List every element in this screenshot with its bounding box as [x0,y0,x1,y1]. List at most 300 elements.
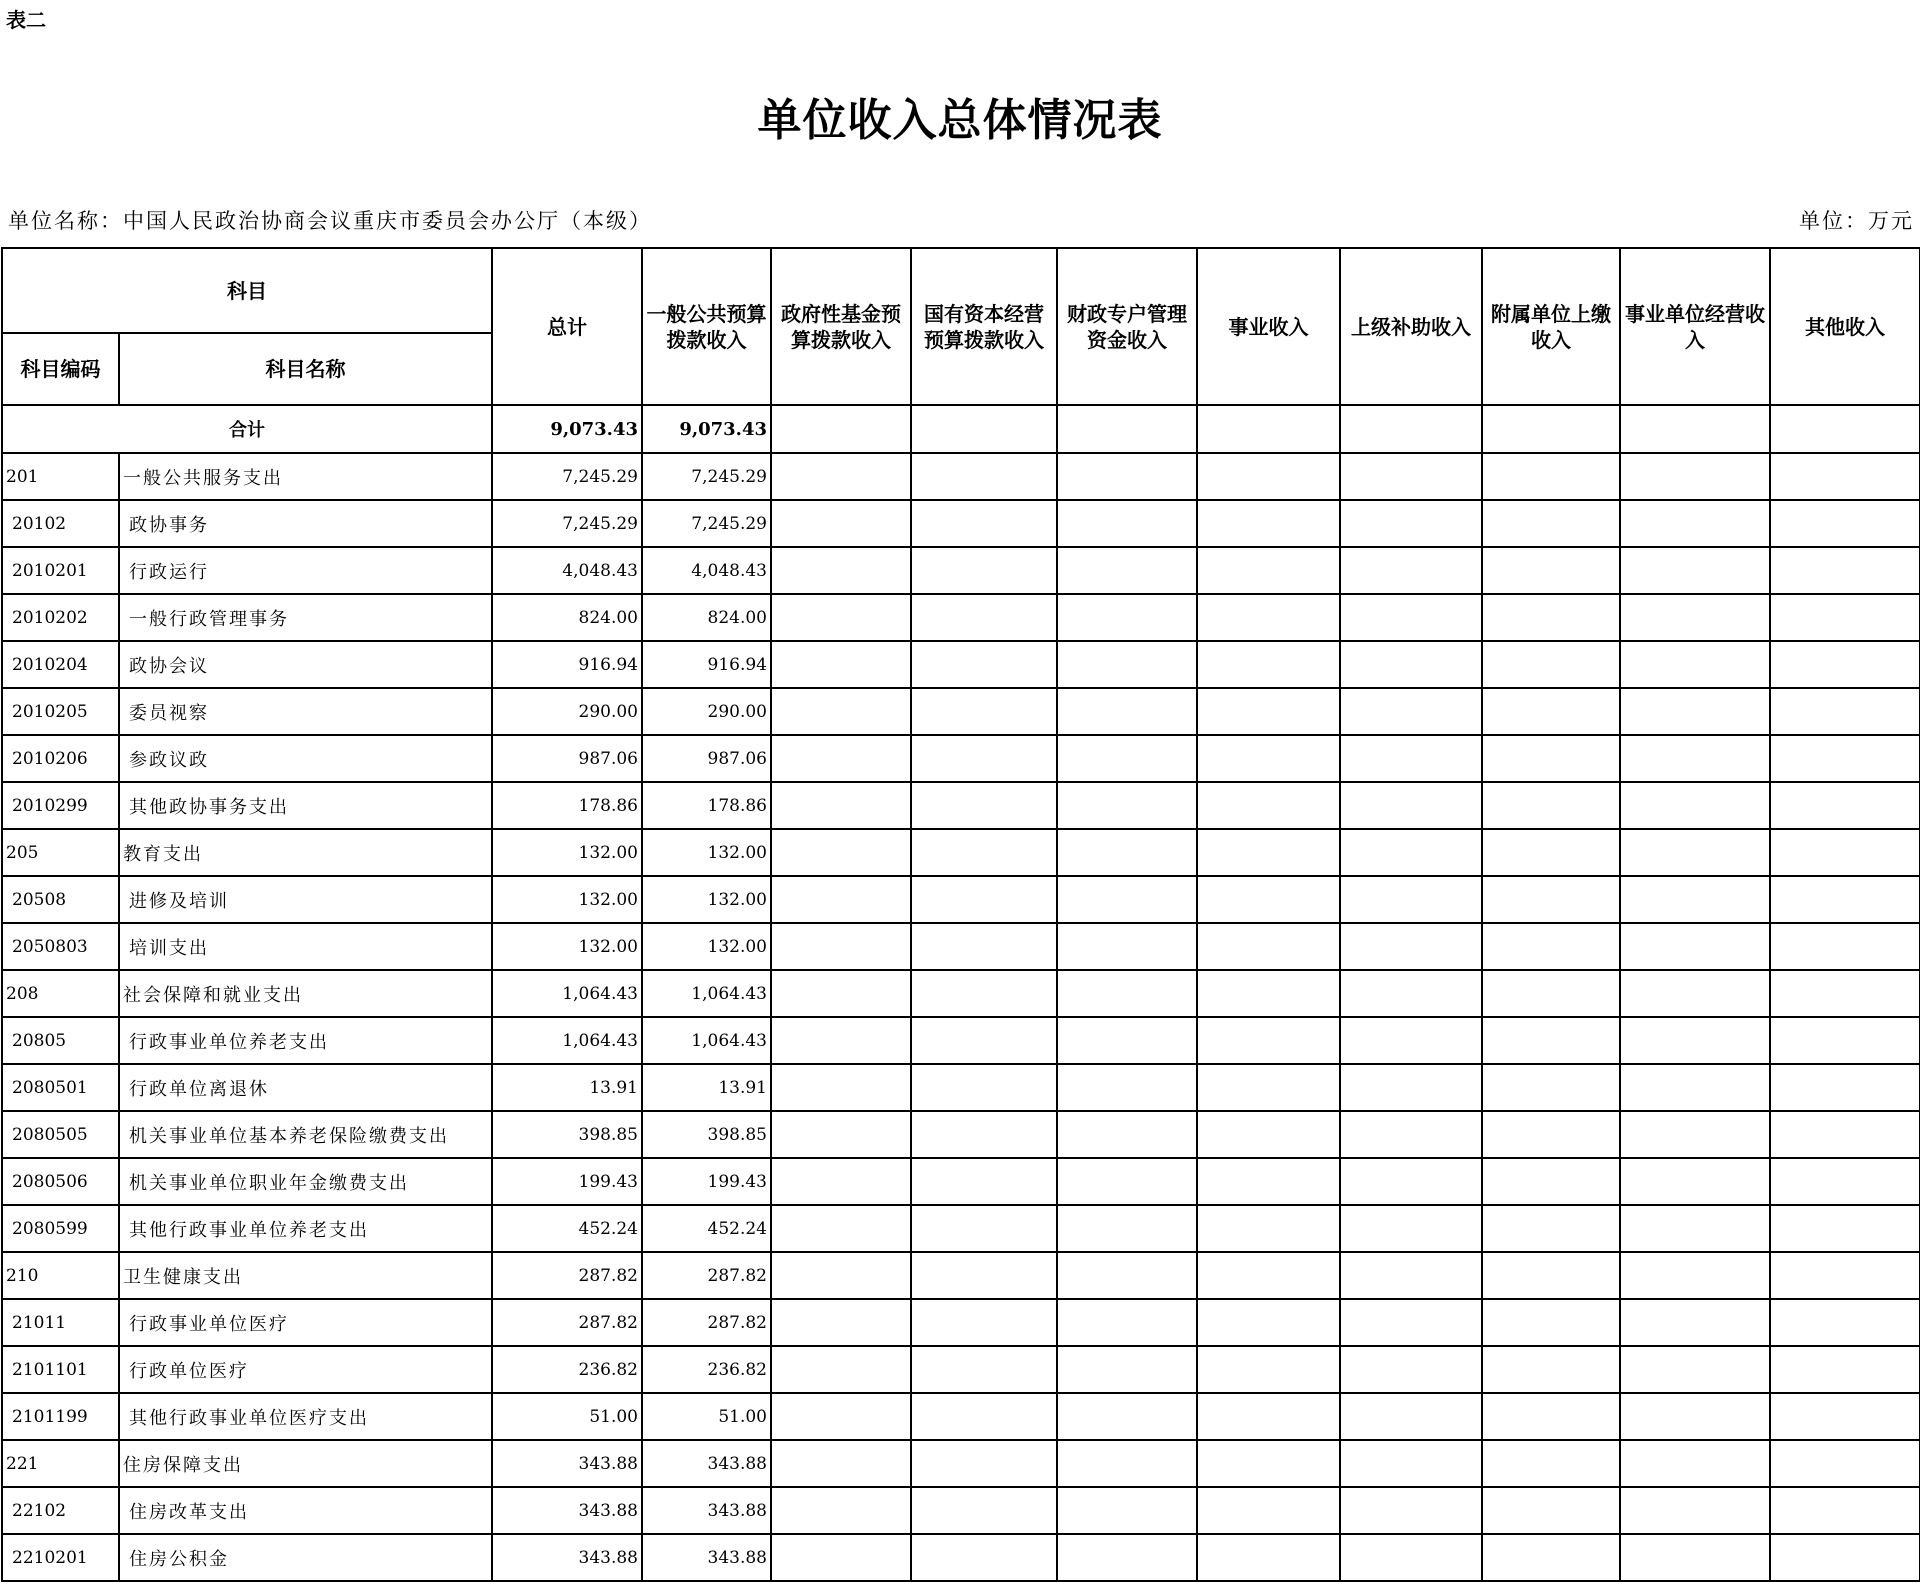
empty-cell [771,405,911,453]
subject-name-text: 行政事业单位养老支出 [129,1031,329,1053]
empty-cell [771,688,911,735]
empty-cell [771,594,911,641]
empty-cell [1620,405,1770,453]
subject-name-text: 行政事业单位医疗 [129,1313,289,1335]
page-title: 单位收入总体情况表 [757,95,1163,146]
empty-cell [1770,1346,1920,1393]
amount-general-budget: 1,064.43 [642,1017,771,1064]
table-row [2,1346,1920,1393]
table-row [2,735,1920,782]
subject-code-text: 2010205 [12,701,88,722]
amount-total: 343.88 [492,1487,642,1534]
empty-cell [1482,1299,1620,1346]
empty-cell [1057,1534,1197,1581]
empty-cell [1620,876,1770,923]
subject-code-text: 2010204 [12,654,88,675]
empty-cell [1770,1393,1920,1440]
amount-general-budget: 4,048.43 [642,547,771,594]
empty-cell [1340,500,1482,547]
empty-cell [1340,1534,1482,1581]
empty-cell [771,641,911,688]
subject-name [119,500,492,547]
empty-cell [1057,923,1197,970]
table-row [2,547,1920,594]
empty-cell [1057,782,1197,829]
empty-cell [1770,782,1920,829]
empty-cell [1620,1111,1770,1158]
empty-cell [911,405,1057,453]
amount-general-budget: 199.43 [642,1158,771,1205]
amount-general-budget: 51.00 [642,1393,771,1440]
subject-code [2,1017,119,1064]
table-row [2,453,1920,500]
amount-general-budget: 987.06 [642,735,771,782]
subject-code [2,923,119,970]
subject-name-text: 住房改革支出 [129,1501,249,1523]
empty-cell [1770,829,1920,876]
subject-name [119,735,492,782]
table-row [2,1299,1920,1346]
empty-cell [1197,1346,1340,1393]
subject-name [119,1017,492,1064]
empty-cell [1340,829,1482,876]
amount-general-budget: 132.00 [642,923,771,970]
subject-code [2,876,119,923]
subject-code [2,641,119,688]
empty-cell [1340,1158,1482,1205]
subject-code-text: 20102 [12,513,67,534]
subject-name [119,876,492,923]
empty-cell [1197,1111,1340,1158]
empty-cell [771,923,911,970]
empty-cell [1770,547,1920,594]
table-row [2,594,1920,641]
empty-cell [771,1252,911,1299]
empty-cell [1057,1252,1197,1299]
empty-cell [911,641,1057,688]
empty-cell [1057,641,1197,688]
subject-code-text: 2080506 [12,1171,88,1192]
subject-code [2,1346,119,1393]
empty-cell [1057,1205,1197,1252]
empty-cell [1482,782,1620,829]
empty-cell [1197,970,1340,1017]
empty-cell [1197,829,1340,876]
empty-cell [911,688,1057,735]
empty-cell [1620,1393,1770,1440]
empty-cell [1057,500,1197,547]
amount-total: 199.43 [492,1158,642,1205]
empty-cell [911,923,1057,970]
amount-general-budget: 1,064.43 [642,970,771,1017]
amount-general-budget: 7,245.29 [642,500,771,547]
empty-cell [1482,970,1620,1017]
subject-code [2,1111,119,1158]
subject-code-text: 2010299 [12,795,88,816]
amount-total: 132.00 [492,829,642,876]
empty-cell [1482,405,1620,453]
subject-code [2,1487,119,1534]
subject-name [119,1064,492,1111]
subject-code [2,1205,119,1252]
empty-cell [1770,1440,1920,1487]
amount-total: 287.82 [492,1299,642,1346]
empty-cell [1197,688,1340,735]
total-row [2,405,1920,453]
subject-name-text: 政协会议 [129,655,209,677]
amount-general-budget: 236.82 [642,1346,771,1393]
subject-name-text: 行政运行 [129,561,209,583]
table-row [2,1017,1920,1064]
empty-cell [911,782,1057,829]
subject-name-text: 一般行政管理事务 [129,608,289,630]
empty-cell [1482,1393,1620,1440]
subject-name: 卫生健康支出 [119,1252,492,1299]
subject-code-text: 2101101 [12,1359,88,1380]
empty-cell [771,1534,911,1581]
subject-code [2,1064,119,1111]
header-col-superior-subsidy: 上级补助收入 [1340,248,1482,405]
empty-cell [911,735,1057,782]
table-row [2,1393,1920,1440]
empty-cell [1340,547,1482,594]
empty-cell [1482,641,1620,688]
empty-cell [771,1487,911,1534]
subject-code: 210 [2,1252,119,1299]
subject-code-text: 2080599 [12,1218,88,1239]
subject-name-text: 住房公积金 [129,1548,229,1570]
empty-cell [1620,1487,1770,1534]
empty-cell [1340,641,1482,688]
empty-cell [1482,1346,1620,1393]
empty-cell [1770,405,1920,453]
subject-name-text: 其他行政事业单位养老支出 [129,1219,369,1241]
header-row-1 [2,248,1920,333]
subject-name-text: 行政单位离退休 [129,1078,269,1100]
empty-cell [1197,876,1340,923]
empty-cell [771,782,911,829]
empty-cell [1057,1487,1197,1534]
subject-code-text: 2080505 [12,1124,88,1145]
empty-cell [1620,500,1770,547]
subject-name-text: 政协事务 [129,514,209,536]
empty-cell [1340,1393,1482,1440]
empty-cell [1620,547,1770,594]
empty-cell [1620,970,1770,1017]
empty-cell [1340,1252,1482,1299]
subject-name-text: 参政议政 [129,749,209,771]
empty-cell [1340,594,1482,641]
empty-cell [911,829,1057,876]
subject-code [2,1158,119,1205]
empty-cell [911,1064,1057,1111]
empty-cell [771,1158,911,1205]
empty-cell [911,500,1057,547]
subject-name-text: 机关事业单位基本养老保险缴费支出 [129,1125,449,1147]
empty-cell [1482,1111,1620,1158]
header-subject-name: 科目名称 [119,333,492,405]
subject-code-text: 2210201 [12,1547,88,1568]
subject-name-text: 培训支出 [129,937,209,959]
subject-name [119,1111,492,1158]
empty-cell [1620,829,1770,876]
header-col-operating-income: 事业单位经营收入 [1620,248,1770,405]
table-row [2,970,1920,1017]
header-subject: 科目 [2,248,492,333]
empty-cell [1197,500,1340,547]
subject-code: 201 [2,453,119,500]
empty-cell [1770,500,1920,547]
empty-cell [1620,1346,1770,1393]
amount-general-budget: 178.86 [642,782,771,829]
amount-total: 916.94 [492,641,642,688]
amount-total: 178.86 [492,782,642,829]
subject-code-text: 20805 [12,1030,67,1051]
empty-cell [1197,1017,1340,1064]
subject-name-text: 行政单位医疗 [129,1360,249,1382]
empty-cell [771,1346,911,1393]
empty-cell [1620,1205,1770,1252]
empty-cell [1770,1158,1920,1205]
table-row [2,1158,1920,1205]
amount-general-budget: 287.82 [642,1252,771,1299]
empty-cell [1340,453,1482,500]
empty-cell [911,1017,1057,1064]
empty-cell [1770,1017,1920,1064]
empty-cell [771,1440,911,1487]
empty-cell [1770,594,1920,641]
income-summary-table [1,247,1920,1582]
amount-general-budget: 343.88 [642,1534,771,1581]
empty-cell [1620,1158,1770,1205]
empty-cell [1057,1393,1197,1440]
empty-cell [911,1252,1057,1299]
subject-code [2,500,119,547]
table-row [2,688,1920,735]
amount-total: 987.06 [492,735,642,782]
subject-code: 205 [2,829,119,876]
amount-general-budget: 132.00 [642,829,771,876]
table-row [2,1064,1920,1111]
amount-total: 1,064.43 [492,970,642,1017]
subject-name [119,547,492,594]
empty-cell [1770,641,1920,688]
header-col-general-budget: 一般公共预算拨款收入 [642,248,771,405]
empty-cell [1057,1158,1197,1205]
empty-cell [911,1299,1057,1346]
subject-name [119,782,492,829]
empty-cell [1057,405,1197,453]
empty-cell [1770,453,1920,500]
empty-cell [1340,1487,1482,1534]
empty-cell [1620,1440,1770,1487]
empty-cell [1197,405,1340,453]
empty-cell [911,547,1057,594]
empty-cell [1482,829,1620,876]
empty-cell [1057,1346,1197,1393]
empty-cell [1057,1111,1197,1158]
empty-cell [1197,1487,1340,1534]
empty-cell [1340,782,1482,829]
subject-code-text: 2010201 [12,560,88,581]
amount-total: 290.00 [492,688,642,735]
subject-name [119,688,492,735]
empty-cell [1620,1064,1770,1111]
amount-total: 51.00 [492,1393,642,1440]
total-amount: 9,073.43 [492,405,642,453]
empty-cell [1770,1064,1920,1111]
table-row [2,641,1920,688]
header-col-total: 总计 [492,248,642,405]
empty-cell [1482,1252,1620,1299]
empty-cell [1482,1064,1620,1111]
empty-cell [1770,876,1920,923]
subject-name: 社会保障和就业支出 [119,970,492,1017]
amount-total: 824.00 [492,594,642,641]
subject-name: 教育支出 [119,829,492,876]
amount-total: 343.88 [492,1440,642,1487]
subject-name-text: 进修及培训 [129,890,229,912]
empty-cell [1482,688,1620,735]
empty-cell [1197,1064,1340,1111]
empty-cell [1197,453,1340,500]
empty-cell [1340,1299,1482,1346]
empty-cell [771,547,911,594]
empty-cell [911,1393,1057,1440]
empty-cell [771,500,911,547]
empty-cell [1482,594,1620,641]
total-label: 合计 [2,405,492,453]
amount-general-budget: 343.88 [642,1440,771,1487]
empty-cell [1057,735,1197,782]
header-col-other-income: 其他收入 [1770,248,1920,405]
table-row [2,829,1920,876]
empty-cell [1057,547,1197,594]
empty-cell [771,876,911,923]
amount-total: 7,245.29 [492,500,642,547]
empty-cell [1770,1487,1920,1534]
empty-cell [1340,735,1482,782]
empty-cell [1197,1205,1340,1252]
empty-cell [771,735,911,782]
table-row [2,782,1920,829]
amount-general-budget: 13.91 [642,1064,771,1111]
table-row [2,923,1920,970]
empty-cell [1482,923,1620,970]
empty-cell [1057,970,1197,1017]
empty-cell [1770,970,1920,1017]
empty-cell [911,1440,1057,1487]
empty-cell [911,453,1057,500]
empty-cell [1197,1158,1340,1205]
empty-cell [911,1487,1057,1534]
empty-cell [1770,1252,1920,1299]
empty-cell [1620,641,1770,688]
empty-cell [1770,923,1920,970]
empty-cell [771,1393,911,1440]
amount-total: 7,245.29 [492,453,642,500]
empty-cell [1057,1440,1197,1487]
empty-cell [1620,923,1770,970]
subject-name [119,1205,492,1252]
subject-name-text: 其他行政事业单位医疗支出 [129,1407,369,1429]
empty-cell [1482,1534,1620,1581]
empty-cell [911,1158,1057,1205]
amount-general-budget: 132.00 [642,876,771,923]
empty-cell [1482,1487,1620,1534]
empty-cell [771,453,911,500]
empty-cell [911,1346,1057,1393]
subject-name [119,923,492,970]
amount-general-budget: 7,245.29 [642,453,771,500]
empty-cell [1770,735,1920,782]
empty-cell [1340,1205,1482,1252]
subject-code-text: 2080501 [12,1077,88,1098]
empty-cell [1340,1017,1482,1064]
amount-total: 452.24 [492,1205,642,1252]
empty-cell [1620,1534,1770,1581]
table-row [2,1205,1920,1252]
empty-cell [1197,782,1340,829]
empty-cell [771,1205,911,1252]
amount-general-budget: 452.24 [642,1205,771,1252]
empty-cell [1197,923,1340,970]
subject-name-text: 机关事业单位职业年金缴费支出 [129,1172,409,1194]
empty-cell [911,876,1057,923]
empty-cell [1482,1017,1620,1064]
empty-cell [1770,688,1920,735]
subject-code [2,1534,119,1581]
subject-code [2,1393,119,1440]
empty-cell [1057,688,1197,735]
header-subject-code: 科目编码 [2,333,119,405]
empty-cell [1482,1158,1620,1205]
amount-general-budget: 398.85 [642,1111,771,1158]
empty-cell [1620,782,1770,829]
subject-name-text: 其他政协事务支出 [129,796,289,818]
subject-name [119,1346,492,1393]
empty-cell [771,829,911,876]
header-col-business-income: 事业收入 [1197,248,1340,405]
amount-total: 4,048.43 [492,547,642,594]
table-row [2,1252,1920,1299]
empty-cell [1340,1440,1482,1487]
empty-cell [911,1111,1057,1158]
empty-cell [1482,547,1620,594]
empty-cell [1197,1440,1340,1487]
empty-cell [1197,1299,1340,1346]
table-number: 表二 [6,8,46,32]
subject-code-text: 2010206 [12,748,88,769]
empty-cell [1057,453,1197,500]
amount-general-budget: 343.88 [642,1487,771,1534]
amount-general-budget: 916.94 [642,641,771,688]
table-row [2,1534,1920,1581]
subject-code: 221 [2,1440,119,1487]
empty-cell [1197,547,1340,594]
empty-cell [1340,1064,1482,1111]
empty-cell [1620,453,1770,500]
empty-cell [771,1299,911,1346]
amount-general-budget: 290.00 [642,688,771,735]
empty-cell [1340,688,1482,735]
table-row [2,1440,1920,1487]
empty-cell [1770,1205,1920,1252]
amount-general-budget: 287.82 [642,1299,771,1346]
subject-code [2,1299,119,1346]
empty-cell [1482,1205,1620,1252]
empty-cell [1340,405,1482,453]
